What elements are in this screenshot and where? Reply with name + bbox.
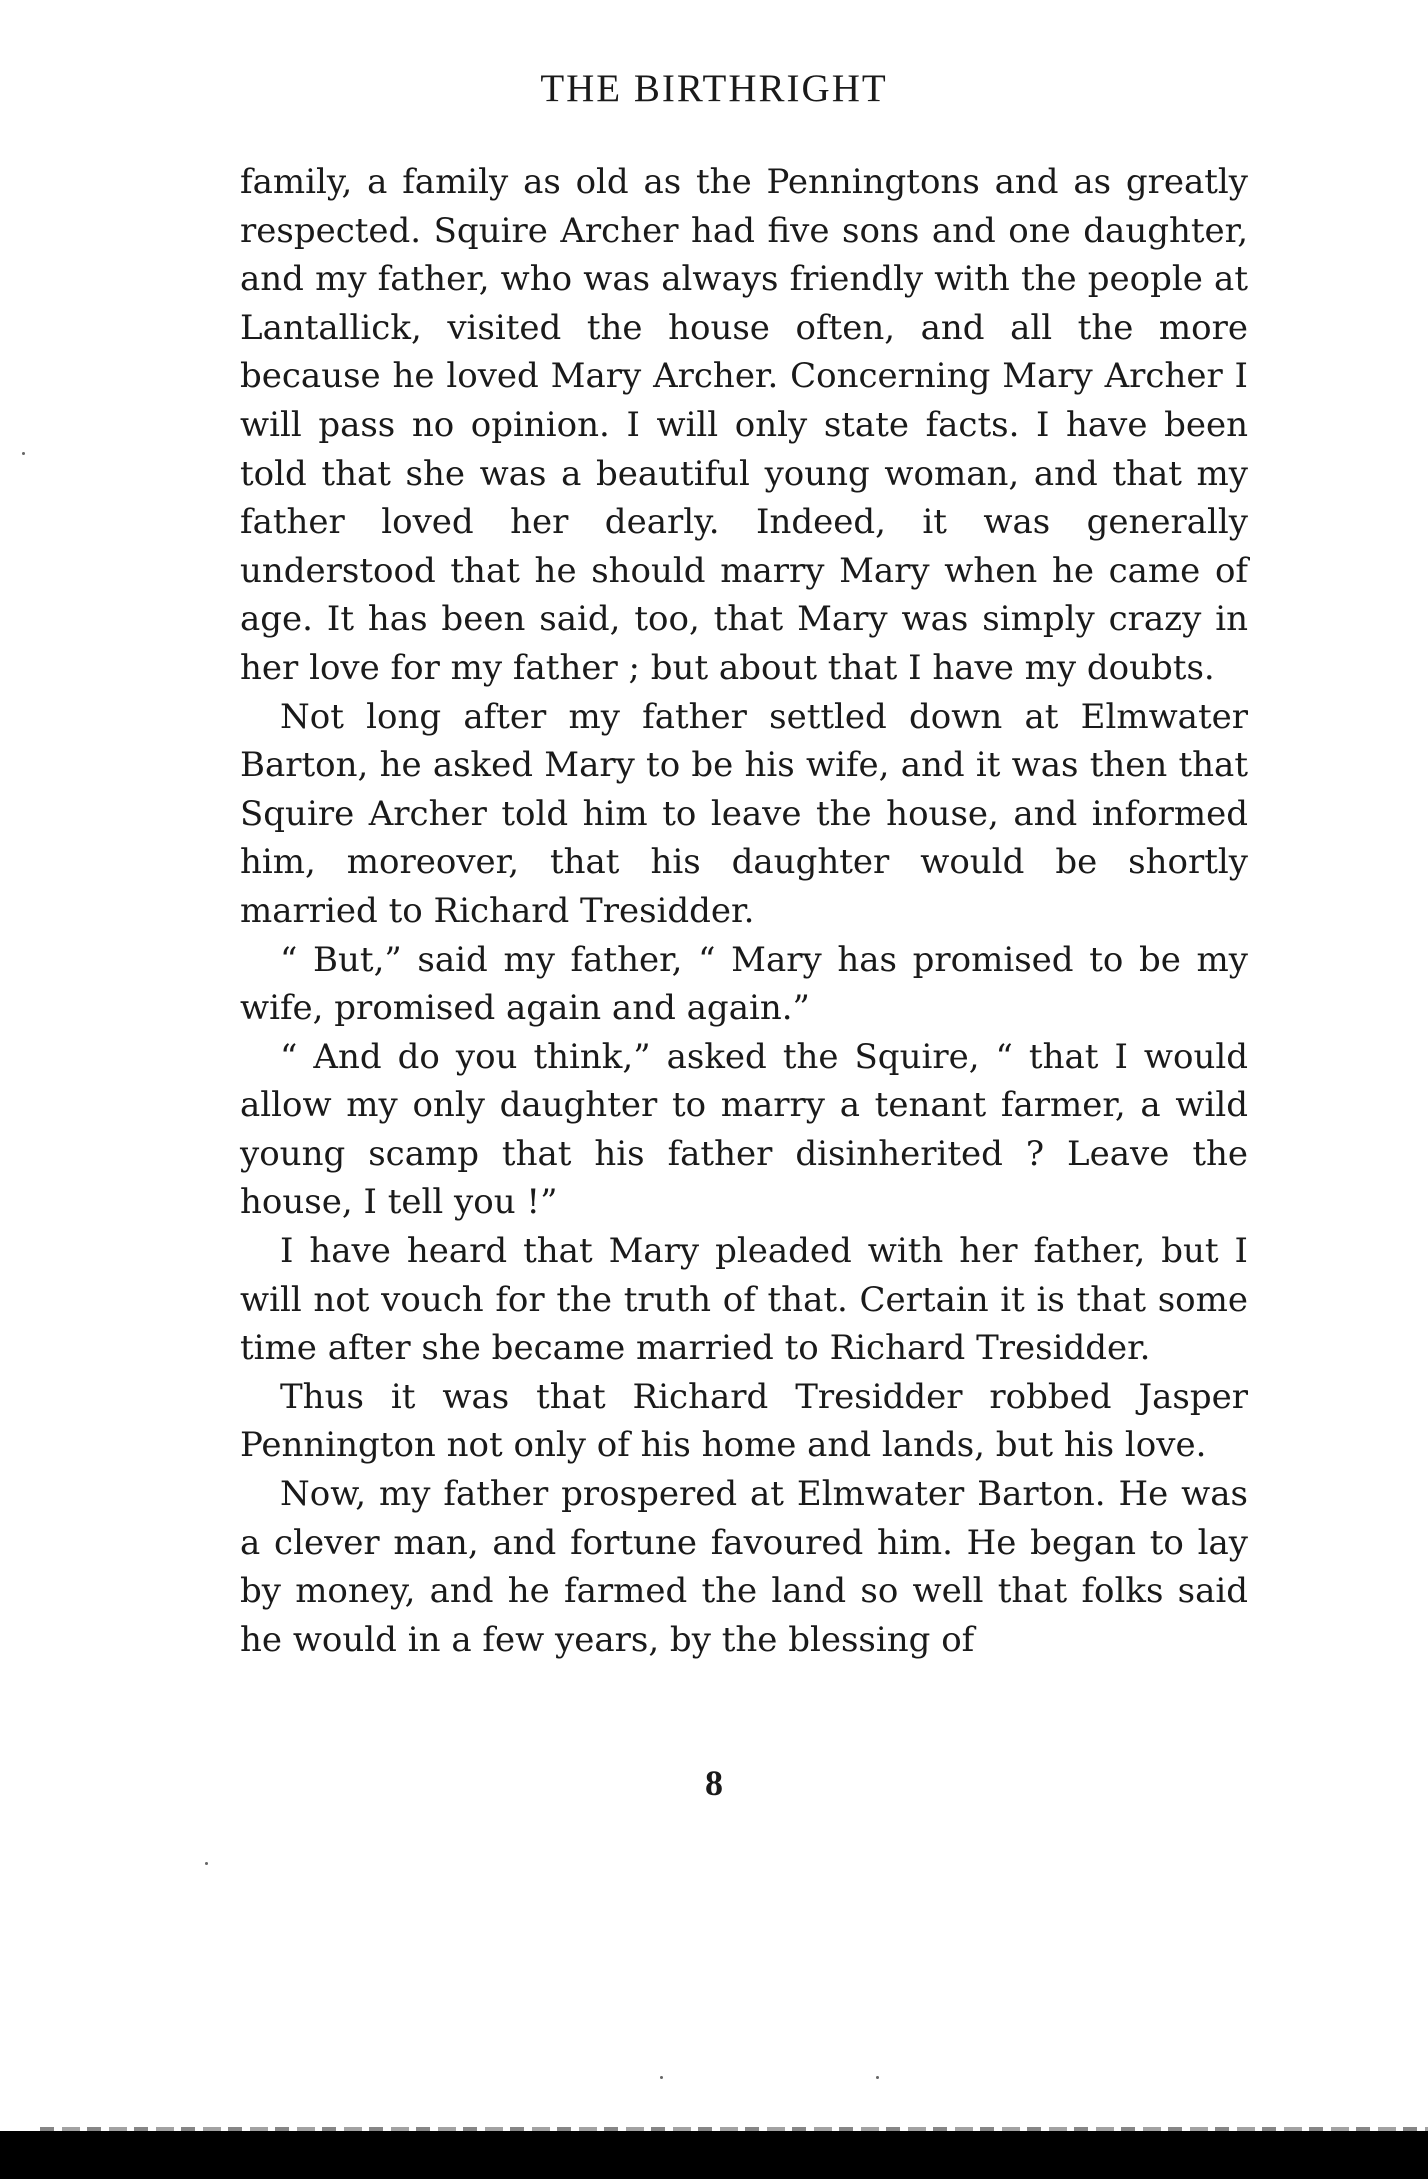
paragraph: Not long after my father settled down at Elmwater Barton, he asked Mary to be his wife, and it was then that Squire Archer told him to leave the house, and informed him, moreover, that his daughter would be shortly married to Richard Tresidder. — [240, 696, 1248, 931]
body-text — [240, 158, 1248, 1664]
paper-speck — [660, 2076, 663, 2079]
paragraph: “ But,” said my father, “ Mary has promised to be my wife, promised again and again.” — [240, 939, 1248, 1029]
paragraph: Now, my father prospered at Elmwater Barton. He was a clever man, and fortune favoured him. He began to lay by money, and he farmed the land so well that folks said he would in a few years, by the blessing of — [240, 1474, 1248, 1660]
running-head: THE BIRTHRIGHT — [540, 67, 888, 110]
paper-speck — [876, 2076, 879, 2079]
paragraph: I have heard that Mary pleaded with her father, but I will not vouch for the truth of that. Certain it is that some time after she became married to Richard Tresidder. — [240, 1231, 1248, 1369]
page-number: 8 — [705, 1763, 723, 1803]
scan-edge-bar — [0, 2131, 1428, 2179]
paper-speck — [22, 452, 25, 455]
paragraph: Thus it was that Richard Tresidder robbed Jasper Pennington not only of his home and lands, but his love. — [240, 1376, 1248, 1466]
paragraph: family, a family as old as the Penningtons and as greatly respected. Squire Archer had five sons and one daughter, and my father, who was always friendly with the people at Lantallick, visited the house often, and all the more because he loved Mary Archer. Concerning Mary Archer I will pass no opinion. I will only state facts. I have been told that she was a beautiful young woman, and that my father loved her dearly. Indeed, it was generally understood that he should marry Mary when he came of age. It has been said, too, that Mary was simply crazy in her love for my father ; but about that I have my doubts. — [240, 162, 1248, 688]
paper-speck — [205, 1862, 208, 1865]
paragraph: “ And do you think,” asked the Squire, “ that I would allow my only daughter to marry a tenant farmer, a wild young scamp that his father disinherited ? Leave the house, I tell you !” — [240, 1036, 1248, 1223]
